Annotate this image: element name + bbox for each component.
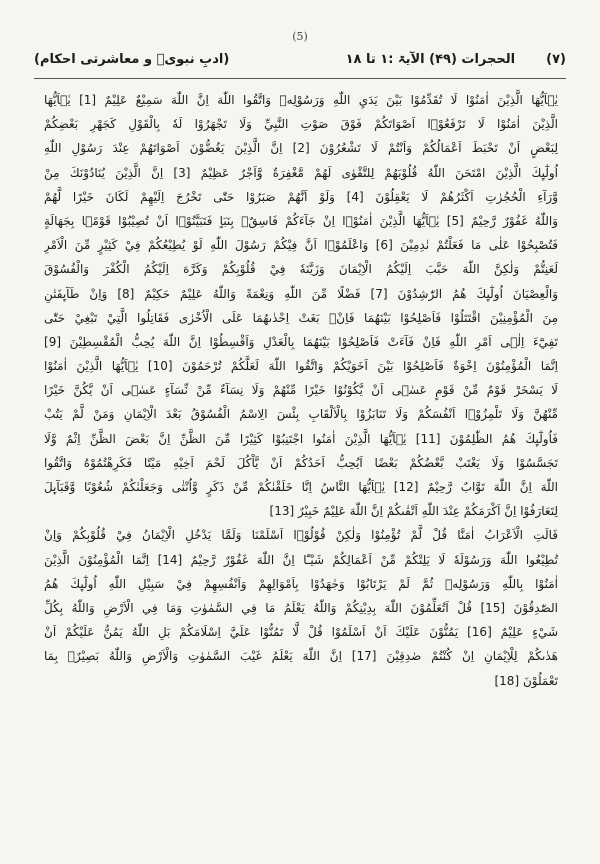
verse-line: هَدٰىكُمْ لِلْاِيْمَانِ اِنْ كُنْتُمْ صٰدِقِيْنَ [17] اِنَّ اللّٰهَ يَعْلَمُ غَيْبَ السَّمٰوٰتِ وَالْاَرْضِ وَاللّٰهُ بَصِيْرٌۢ بِمَا [44,649,558,664]
verse-line: اٰمَنُوْا بِاللّٰهِ وَرَسُوْلِهٖ ثُمَّ لَمْ يَرْتَابُوْا وَجٰهَدُوْا بِاَمْوَالِهِمْ وَاَنْفُسِهِمْ فِيْ سَبِيْلِ اللّٰهِ اُولٰٓىِٕكَ هُمُ [44,576,558,591]
verse-line: تُطِيْعُوا اللّٰهَ وَرَسُوْلَهٗ لَا يَلِتْكُمْ مِّنْ اَعْمَالِكُمْ شَيْـًٔا اِنَّ اللّٰهَ غَفُوْرٌ رَّحِيْمٌ [14] اِنَّمَا الْمُؤْمِنُوْنَ الَّذِيْنَ [44,552,558,567]
page-number: (5) [292,30,308,43]
verse-line: فَتُصْبِحُوْا عَلٰى مَا فَعَلْتُمْ نٰدِمِيْنَ [6] وَاعْلَمُوْۤا اَنَّ فِيْكُمْ رَسُوْلَ اللّٰهِ لَوْ يُطِيْعُكُمْ فِيْ كَثِيْرٍ مِّنَ الْاَمْرِ [44,238,558,253]
topic-title: (ادبِ نبویؐ و معاشرتی احکام) [34,52,230,67]
verse-line: يٰۤاَيُّهَا الَّذِيْنَ اٰمَنُوْا لَا تُقَدِّمُوْا بَيْنَ يَدَيِ اللّٰهِ وَرَسُوْلِهٖ وَاتَّقُوا اللّٰهَ اِنَّ اللّٰهَ سَمِيْعٌ عَلِيْمٌ [1] يٰۤاَيُّهَا [44,93,558,107]
verse-line: تَعْمَلُوْنَ [18] [494,673,558,688]
verse-line: لَعَنِتُّمْ وَلٰكِنَّ اللّٰهَ حَبَّبَ اِلَيْكُمُ الْاِيْمَانَ وَزَيَّنَهٗ فِيْ قُلُوْبِكُمْ وَكَرَّهَ اِلَيْكُمُ الْكُفْرَ وَالْفُسُوْقَ [44,262,558,277]
verse-line: اللّٰهَ اِنَّ اللّٰهَ تَوَّابٌ رَّحِيْمٌ [12] يٰۤاَيُّهَا النَّاسُ اِنَّا خَلَقْنٰكُمْ مِّنْ ذَكَرٍ وَّاُنْثٰى وَجَعَلْنٰكُمْ شُعُوْبًا وَّقَبَآىِٕلَ [44,480,558,494]
verse-line: وَاللّٰهُ غَفُوْرٌ رَّحِيْمٌ [5] يٰۤاَيُّهَا الَّذِيْنَ اٰمَنُوْۤا اِنْ جَآءَكُمْ فَاسِقٌۢ بِنَبَاٍ فَتَبَيَّنُوْۤا اَنْ تُصِيْبُوْا قَوْمًۢا بِجَهَالَةٍ [44,213,558,228]
verse-line: لَا يَسْخَرْ قَوْمٌ مِّنْ قَوْمٍ عَسٰۤى اَنْ يَّكُوْنُوْا خَيْرًا مِّنْهُمْ وَلَا نِسَآءٌ مِّنْ نِّسَآءٍ عَسٰۤى اَنْ يَّكُنَّ خَيْرًا [44,383,558,398]
header-divider [34,78,566,79]
verse-line: تَفِيْٓءَ اِلٰۤى اَمْرِ اللّٰهِ فَاِنْ فَآءَتْ فَاَصْلِحُوْا بَيْنَهُمَا بِالْعَدْلِ وَاَقْسِطُوْا اِنَّ اللّٰهَ يُحِبُّ الْمُقْسِطِيْنَ [9] [44,334,558,349]
verse-line: لِتَعَارَفُوْا اِنَّ اَكْرَمَكُمْ عِنْدَ اللّٰهِ اَتْقٰىكُمْ اِنَّ اللّٰهَ عَلِيْمٌ خَبِيْرٌ [13] [269,504,558,519]
quran-text-block [44,88,558,693]
surah-title: الحجرات (۴۹) الآیۃ :۱ تا ۱۸ [345,52,516,67]
verse-line: فَاُولٰٓىِٕكَ هُمُ الظّٰلِمُوْنَ [11] يٰۤاَيُّهَا الَّذِيْنَ اٰمَنُوا اجْتَنِبُوْا كَثِيْرًا مِّنَ الظَّنِّ اِنَّ بَعْضَ الظَّنِّ اِثْمٌ وَّلَا [44,431,558,446]
page-header [34,52,566,78]
verse-line: وَالْعِصْيَانَ اُولٰٓىِٕكَ هُمُ الرّٰشِدُوْنَ [7] فَضْلًا مِّنَ اللّٰهِ وَنِعْمَةً وَاللّٰهُ عَلِيْمٌ حَكِيْمٌ [8] وَاِنْ طَآىِٕفَتٰنِ [44,286,558,301]
verse-line: اُولٰٓىِٕكَ الَّذِيْنَ امْتَحَنَ اللّٰهُ قُلُوْبَهُمْ لِلتَّقْوٰى لَهُمْ مَّغْفِرَةٌ وَّاَجْرٌ عَظِيْمٌ [3] اِنَّ الَّذِيْنَ يُنَادُوْنَكَ مِنْ [44,165,558,180]
verse-line: الصّٰدِقُوْنَ [15] قُلْ اَتُعَلِّمُوْنَ اللّٰهَ بِدِيْنِكُمْ وَاللّٰهُ يَعْلَمُ مَا فِي السَّمٰوٰتِ وَمَا فِي الْاَرْضِ وَاللّٰهُ بِكُلِّ [44,600,558,615]
verse-line: شَيْءٍ عَلِيْمٌ [16] يَمُنُّوْنَ عَلَيْكَ اَنْ اَسْلَمُوْا قُلْ لَّا تَمُنُّوْا عَلَيَّ اِسْلَامَكُمْ بَلِ اللّٰهُ يَمُنُّ عَلَيْكُمْ اَنْ [44,625,558,640]
chapter-number: (۷) [546,52,566,67]
verse-line: مِنَ الْمُؤْمِنِيْنَ اقْتَتَلُوْا فَاَصْلِحُوْا بَيْنَهُمَا فَاِنْۢ بَغَتْ اِحْدٰىهُمَا عَلَى الْاُخْرٰى فَقَاتِلُوا الَّتِيْ تَبْغِيْ حَتّٰى [44,310,558,325]
verse-line: قَالَتِ الْاَعْرَابُ اٰمَنَّا قُلْ لَّمْ تُؤْمِنُوْا وَلٰكِنْ قُوْلُوْۤا اَسْلَمْنَا وَلَمَّا يَدْخُلِ الْاِيْمَانُ فِيْ قُلُوْبِكُمْ وَاِنْ [44,528,558,543]
verse-line: لِبَعْضٍ اَنْ تَحْبَطَ اَعْمَالُكُمْ وَاَنْتُمْ لَا تَشْعُرُوْنَ [2] اِنَّ الَّذِيْنَ يَغُضُّوْنَ اَصْوَاتَهُمْ عِنْدَ رَسُوْلِ اللّٰهِ [44,141,558,156]
verse-line: تَجَسَّسُوْا وَلَا يَغْتَبْ بَّعْضُكُمْ بَعْضًا اَيُحِبُّ اَحَدُكُمْ اَنْ يَّاْكُلَ لَحْمَ اَخِيْهِ مَيْتًا فَكَرِهْتُمُوْهُ وَاتَّقُوا [44,455,558,470]
verse-line: مِّنْهُنَّ وَلَا تَلْمِزُوْۤا اَنْفُسَكُمْ وَلَا تَنَابَزُوْا بِالْاَلْقَابِ بِئْسَ الِاسْمُ الْفُسُوْقُ بَعْدَ الْاِيْمَانِ وَمَنْ لَّمْ يَتُبْ [44,407,558,422]
verse-line: الَّذِيْنَ اٰمَنُوْا لَا تَرْفَعُوْۤا اَصْوَاتَكُمْ فَوْقَ صَوْتِ النَّبِيِّ وَلَا تَجْهَرُوْا لَهٗ بِالْقَوْلِ كَجَهْرِ بَعْضِكُمْ [44,117,558,132]
verse-line: اِنَّمَا الْمُؤْمِنُوْنَ اِخْوَةٌ فَاَصْلِحُوْا بَيْنَ اَخَوَيْكُمْ وَاتَّقُوا اللّٰهَ لَعَلَّكُمْ تُرْحَمُوْنَ [10] يٰۤاَيُّهَا الَّذِيْنَ اٰمَنُوْا [44,359,558,374]
header-title-group [346,52,566,67]
verse-line: وَّرَآءِ الْحُجُرٰتِ اَكْثَرُهُمْ لَا يَعْقِلُوْنَ [4] وَلَوْ اَنَّهُمْ صَبَرُوْا حَتّٰى تَخْرُجَ اِلَيْهِمْ لَكَانَ خَيْرًا لَّهُمْ [44,189,558,204]
